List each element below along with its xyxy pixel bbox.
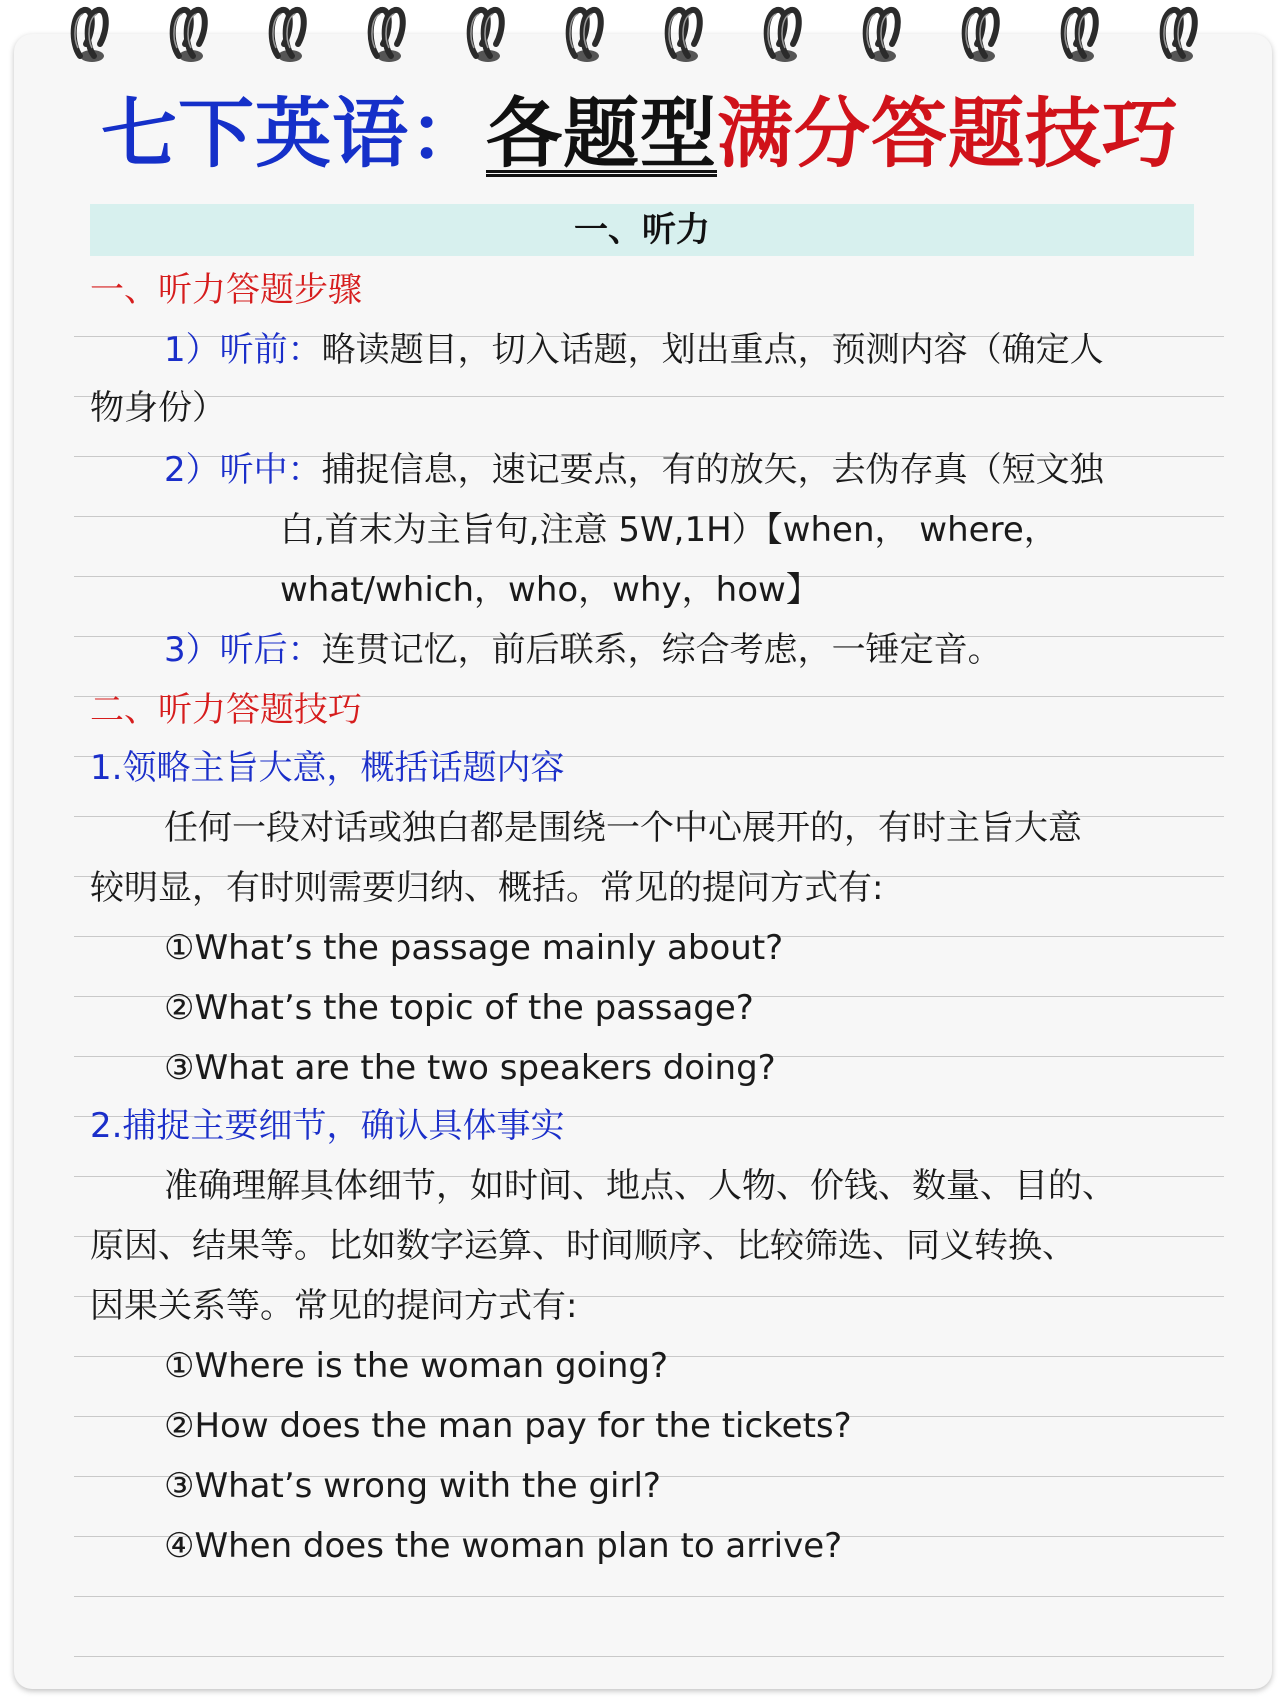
binding-ring-icon	[1159, 4, 1203, 70]
question-example: ①What’s the passage mainly about?	[164, 928, 784, 968]
question-example: ③What’s wrong with the girl?	[164, 1466, 661, 1506]
step-during	[164, 450, 1104, 490]
step-after	[164, 630, 1002, 670]
binding-ring-icon	[169, 4, 213, 70]
question-example: ②What’s the topic of the passage?	[164, 988, 754, 1028]
step-during-continued-1: 白,首末为主旨句,注意 5W,1H）【when， where，	[280, 510, 1058, 550]
question-example: ④When does the woman plan to arrive?	[164, 1526, 843, 1566]
paragraph-details-line-1: 准确理解具体细节，如时间、地点、人物、价钱、数量、目的、	[164, 1166, 1116, 1206]
binding-ring-icon	[1060, 4, 1104, 70]
question-example: ②How does the man pay for the tickets?	[164, 1406, 852, 1446]
heading-listening-skills: 二、听力答题技巧	[90, 690, 362, 730]
step-during-text: 捕捉信息，速记要点，有的放矢，去伪存真（短文独	[321, 450, 1104, 490]
title-part-types: 各题型	[486, 89, 717, 178]
binding-ring-icon	[70, 4, 114, 70]
page-title	[0, 89, 1280, 178]
step-during-label: 2）听中：	[164, 450, 322, 490]
binding-ring-icon	[367, 4, 411, 70]
paragraph-main-idea-line-2: 较明显，有时则需要归纳、概括。常见的提问方式有:	[90, 868, 884, 908]
binding-ring-icon	[961, 4, 1005, 70]
step-before-text: 略读题目，切入话题，划出重点，预测内容（确定人	[321, 330, 1104, 370]
binding-ring-icon	[664, 4, 708, 70]
spiral-binding	[60, 0, 1220, 74]
question-example: ①Where is the woman going?	[164, 1346, 669, 1386]
binding-ring-icon	[466, 4, 510, 70]
binding-ring-icon	[565, 4, 609, 70]
binding-ring-icon	[268, 4, 312, 70]
step-before	[164, 330, 1104, 370]
subheading-details: 2.捕捉主要细节，确认具体事实	[90, 1106, 565, 1146]
title-part-skills: 满分答题技巧	[717, 89, 1179, 178]
paragraph-details-line-2: 原因、结果等。比如数字运算、时间顺序、比较筛选、同义转换、	[90, 1226, 1076, 1266]
step-after-text: 连贯记忆，前后联系，综合考虑，一锤定音。	[321, 630, 1002, 670]
binding-ring-icon	[763, 4, 807, 70]
step-after-label: 3）听后：	[164, 630, 322, 670]
section-banner: 一、听力	[90, 204, 1194, 256]
step-before-continued: 物身份）	[90, 388, 226, 428]
step-during-continued-2: what/which，who，why，how】	[280, 570, 820, 610]
title-part-grade: 七下英语：	[101, 89, 486, 178]
paragraph-details-line-3: 因果关系等。常见的提问方式有:	[90, 1286, 578, 1326]
step-before-label: 1）听前：	[164, 330, 322, 370]
question-example: ③What are the two speakers doing?	[164, 1048, 776, 1088]
binding-ring-icon	[862, 4, 906, 70]
heading-listening-steps: 一、听力答题步骤	[90, 270, 362, 310]
paragraph-main-idea-line-1: 任何一段对话或独白都是围绕一个中心展开的，有时主旨大意	[164, 808, 1082, 848]
subheading-main-idea: 1.领略主旨大意，概括话题内容	[90, 748, 565, 788]
